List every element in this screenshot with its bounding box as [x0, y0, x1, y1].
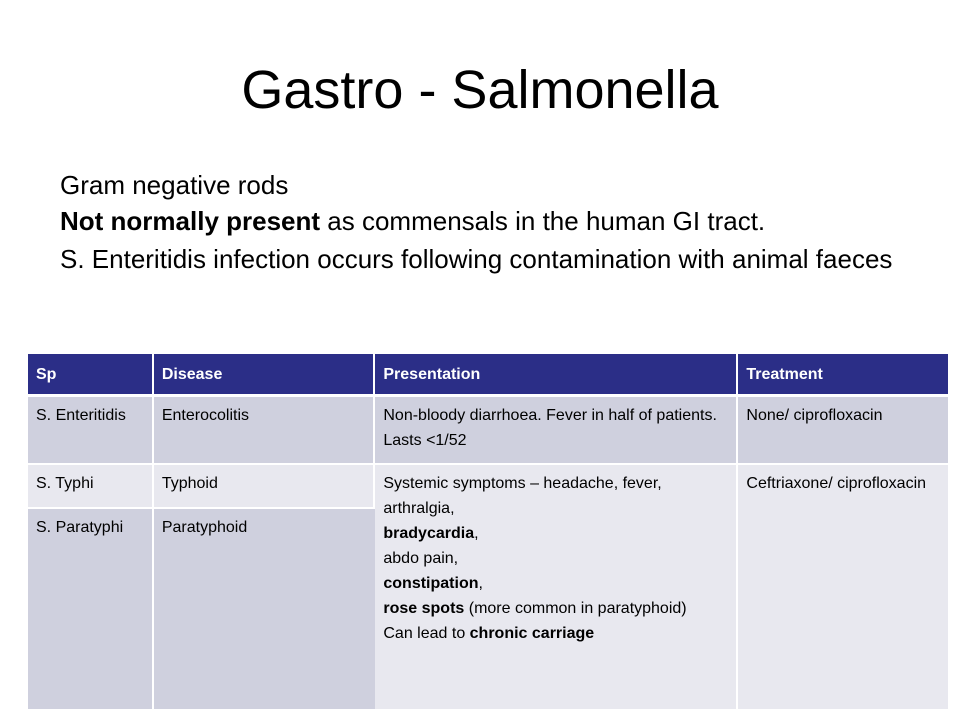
table-header-row	[28, 354, 948, 397]
presentation-text: Systemic symptoms – headache, fever, arthralgia,	[383, 475, 662, 517]
presentation-line	[383, 521, 728, 546]
presentation-bold-text: rose spots	[383, 600, 465, 617]
cell-sp: S. Paratyphi	[28, 509, 154, 711]
presentation-line	[383, 546, 728, 571]
presentation-text: ,	[474, 525, 479, 542]
slide-title: Gastro - Salmonella	[241, 60, 719, 120]
bullet-item	[60, 206, 920, 236]
header-disease: Disease	[154, 354, 376, 397]
bullet-bold-text: Not normally present	[60, 206, 321, 236]
cell-sp: S. Typhi	[28, 465, 154, 509]
bullet-text: S. Enteritidis infection occurs following contamination with animal faeces	[60, 244, 893, 274]
presentation-text: abdo pain,	[383, 550, 459, 567]
cell-treatment-shared: Ceftriaxone/ ciprofloxacin	[738, 465, 948, 711]
cell-presentation: Non-bloody diarrhoea. Fever in half of patients. Lasts <1/52	[375, 397, 738, 465]
cell-disease: Typhoid	[154, 465, 376, 509]
header-treatment: Treatment	[738, 354, 948, 397]
presentation-line	[383, 621, 728, 646]
table-row	[28, 397, 948, 465]
bullet-text: as commensals in the human GI tract.	[320, 206, 766, 236]
header-sp: Sp	[28, 354, 154, 397]
bullet-item	[60, 170, 920, 200]
presentation-bold-text: constipation	[383, 575, 479, 592]
cell-presentation-shared	[375, 465, 738, 711]
bullet-list	[60, 170, 920, 282]
presentation-bold-text: bradycardia	[383, 525, 475, 542]
cell-disease: Enterocolitis	[154, 397, 376, 465]
presentation-line	[383, 571, 728, 596]
bullet-text: Gram negative rods	[60, 170, 289, 200]
bullet-item	[60, 244, 920, 274]
table-row	[28, 465, 948, 509]
presentation-line	[383, 596, 728, 621]
cell-sp: S. Enteritidis	[28, 397, 154, 465]
presentation-line	[383, 471, 728, 521]
presentation-bold-text: chronic carriage	[469, 625, 595, 642]
cell-disease: Paratyphoid	[154, 509, 376, 711]
cell-treatment: None/ ciprofloxacin	[738, 397, 948, 465]
header-presentation: Presentation	[375, 354, 738, 397]
salmonella-table	[28, 354, 948, 711]
presentation-text: Can lead to	[383, 625, 470, 642]
presentation-text: (more common in paratyphoid)	[464, 600, 687, 617]
presentation-text: ,	[478, 575, 483, 592]
